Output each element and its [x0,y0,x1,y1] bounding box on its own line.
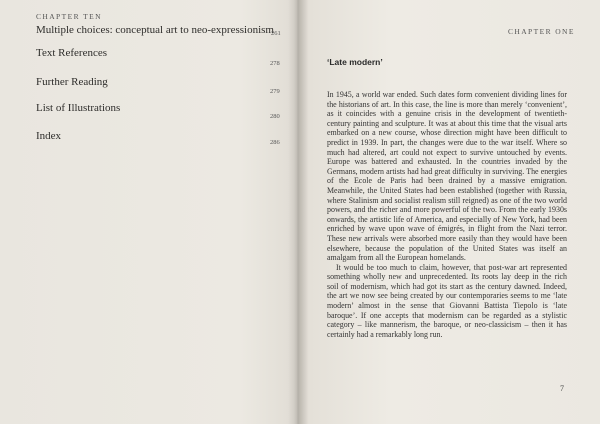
toc-entry-page: 286 [270,139,280,146]
toc-entry-title: Multiple choices: conceptual art to neo-expressionism [36,24,274,36]
toc-entry-title: Text References [36,47,107,59]
toc-entry-title: List of Illustrations [36,102,121,114]
toc-entry-page: 278 [270,60,280,67]
toc-entry-page: 261 [271,30,281,37]
page-number: 7 [560,384,564,393]
paragraph: It would be too much to claim, however, that post-war art represented something wholly new and unprecedented. Its roots lay deep in the rich soil of modernism, which had got its start as the century dawned. Indeed, the art we now see being created by our contemporaries seems to me ‘late modern’ almost in the sense that Giovanni Battista Tiepolo is ‘late baroque’. If one accepts that modernism can be regarded as a stylistic category – like mannerism, the baroque, or neo-classicism – then it has certainly had a remarkably long run. [327,262,567,339]
toc-entry-page: 280 [270,113,280,120]
toc-chapter-label: CHAPTER TEN [36,12,102,21]
toc-entry-page: 279 [270,88,280,95]
left-page [0,0,298,424]
paragraph: In 1945, a world war ended. Such dates form convenient dividing lines for the historians of art. In this case, the line is more than merely ‘convenient’, as it coincides with a genuine crisis in the development of twentieth-century painting and sculpture. It was at about this time that the visual arts embarked on a new course, whose direction might have been difficult to predict in 1939. In part, the changes were due to the war itself. Where so much had altered, art could not expect to survive untouched by events. Europe was battered and exhausted. In the countries invaded by the Germans, modern artists had had great difficulty in surviving. The energies of the Ecole de Paris had been drained by a massive emigration. Meanwhile, the United States had been established (together with Russia, where Stalinism and socialist realism still reigned) as one of the two world powers, and the richer and more powerful of the two. From the early 1930s onwards, the artistic life of America, and especially of New York, had been enriched by wave upon wave of émigrés, in flight from the Nazi terror. These new arrivals were absorbed more easily than they would have been elsewhere, because the population of the United States was itself an amalgam from all the European homelands. [327,90,567,263]
section-title: ‘Late modern’ [327,57,383,67]
running-head: CHAPTER ONE [508,27,575,36]
toc-entry-title: Index [36,130,62,142]
body-text [327,90,567,339]
toc-entry-title: Further Reading [36,76,108,88]
